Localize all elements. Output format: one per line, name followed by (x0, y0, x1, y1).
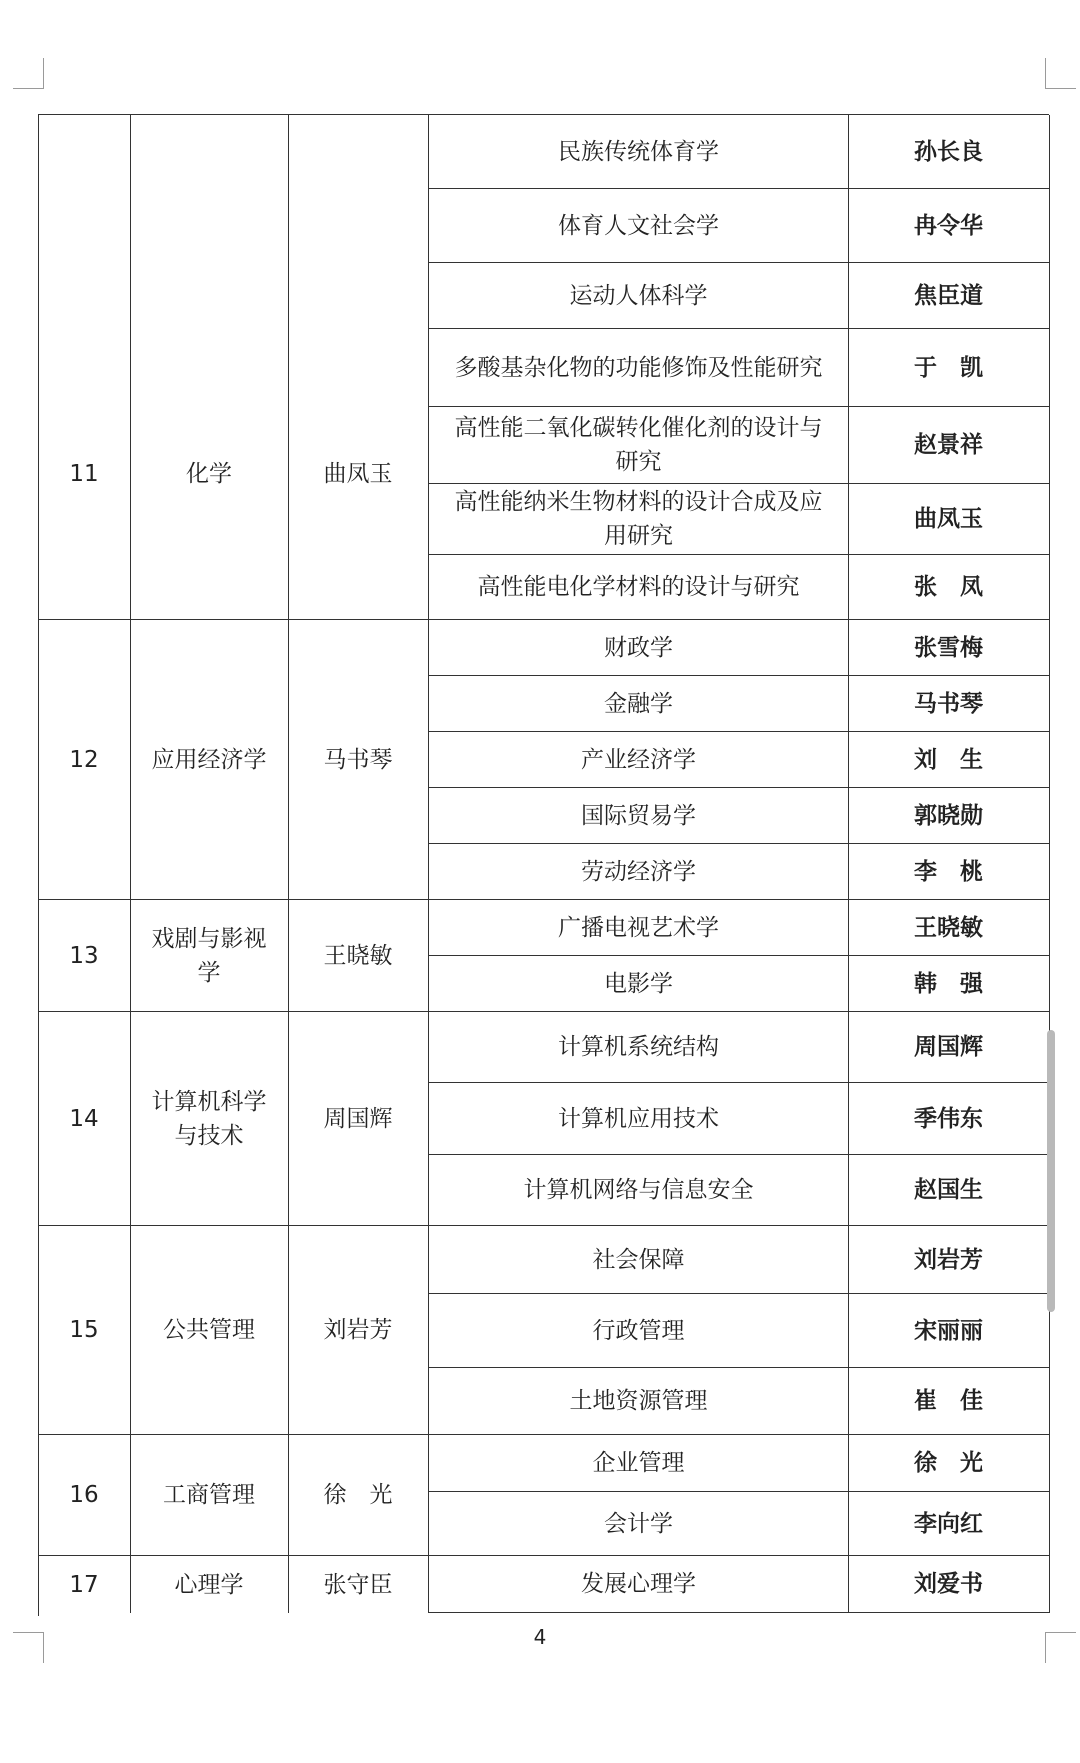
row-number: 14 (38, 1012, 131, 1226)
discipline-leader: 曲凤玉 (288, 329, 429, 620)
direction-head: 王晓敏 (848, 900, 1050, 956)
research-direction: 国际贸易学 (428, 788, 849, 844)
research-direction: 体育人文社会学 (428, 189, 849, 263)
direction-head: 赵国生 (848, 1155, 1050, 1226)
research-direction: 高性能电化学材料的设计与研究 (428, 555, 849, 620)
research-direction: 企业管理 (428, 1435, 849, 1492)
direction-head: 周国辉 (848, 1012, 1050, 1083)
research-direction: 民族传统体育学 (428, 115, 849, 189)
discipline-leader: 王晓敏 (288, 900, 429, 1012)
direction-head: 刘爱书 (848, 1556, 1050, 1613)
research-direction: 广播电视艺术学 (428, 900, 849, 956)
direction-head: 曲凤玉 (848, 484, 1050, 555)
research-direction: 计算机应用技术 (428, 1083, 849, 1155)
research-direction: 会计学 (428, 1492, 849, 1556)
research-direction: 运动人体科学 (428, 263, 849, 329)
direction-head: 张 凤 (848, 555, 1050, 620)
discipline-name: 工商管理 (130, 1435, 289, 1556)
discipline-name: 戏剧与影视学 (130, 900, 289, 1012)
research-direction: 电影学 (428, 956, 849, 1012)
research-direction: 土地资源管理 (428, 1368, 849, 1435)
direction-head: 徐 光 (848, 1435, 1050, 1492)
discipline-name: 应用经济学 (130, 620, 289, 900)
direction-head: 李向红 (848, 1492, 1050, 1556)
direction-head: 宋丽丽 (848, 1294, 1050, 1368)
discipline-name: 心理学 (130, 1556, 289, 1613)
page-number: 4 (533, 1625, 547, 1649)
research-direction: 多酸基杂化物的功能修饰及性能研究 (428, 329, 849, 407)
research-direction: 高性能纳米生物材料的设计合成及应用研究 (428, 484, 849, 555)
direction-head: 冉令华 (848, 189, 1050, 263)
direction-head: 孙长良 (848, 115, 1050, 189)
direction-head: 赵景祥 (848, 407, 1050, 484)
direction-head: 焦臣道 (848, 263, 1050, 329)
direction-head: 李 桃 (848, 844, 1050, 900)
discipline-name: 化学 (130, 329, 289, 620)
discipline-leader (288, 115, 429, 329)
discipline-leader: 刘岩芳 (288, 1226, 429, 1435)
direction-head: 张雪梅 (848, 620, 1050, 676)
research-direction: 高性能二氧化碳转化催化剂的设计与研究 (428, 407, 849, 484)
discipline-name: 公共管理 (130, 1226, 289, 1435)
direction-head: 马书琴 (848, 676, 1050, 732)
discipline-leader: 徐 光 (288, 1435, 429, 1556)
direction-head: 于 凯 (848, 329, 1050, 407)
research-direction: 产业经济学 (428, 732, 849, 788)
discipline-leader: 马书琴 (288, 620, 429, 900)
discipline-name (130, 115, 289, 329)
research-direction: 劳动经济学 (428, 844, 849, 900)
scrollbar-thumb[interactable] (1047, 1030, 1055, 1312)
research-direction: 财政学 (428, 620, 849, 676)
row-number: 11 (38, 329, 131, 620)
row-number: 16 (38, 1435, 131, 1556)
direction-head: 刘 生 (848, 732, 1050, 788)
direction-head: 崔 佳 (848, 1368, 1050, 1435)
research-direction: 发展心理学 (428, 1556, 849, 1613)
row-number: 17 (38, 1556, 131, 1613)
row-number: 15 (38, 1226, 131, 1435)
discipline-name: 计算机科学与技术 (130, 1012, 289, 1226)
research-direction: 金融学 (428, 676, 849, 732)
discipline-leader: 张守臣 (288, 1556, 429, 1613)
direction-head: 韩 强 (848, 956, 1050, 1012)
discipline-leader: 周国辉 (288, 1012, 429, 1226)
direction-head: 刘岩芳 (848, 1226, 1050, 1294)
direction-head: 郭晓勋 (848, 788, 1050, 844)
research-direction: 行政管理 (428, 1294, 849, 1368)
direction-head: 季伟东 (848, 1083, 1050, 1155)
research-direction: 计算机系统结构 (428, 1012, 849, 1083)
research-direction: 计算机网络与信息安全 (428, 1155, 849, 1226)
row-number (38, 115, 131, 329)
row-number: 12 (38, 620, 131, 900)
research-direction: 社会保障 (428, 1226, 849, 1294)
row-number: 13 (38, 900, 131, 1012)
